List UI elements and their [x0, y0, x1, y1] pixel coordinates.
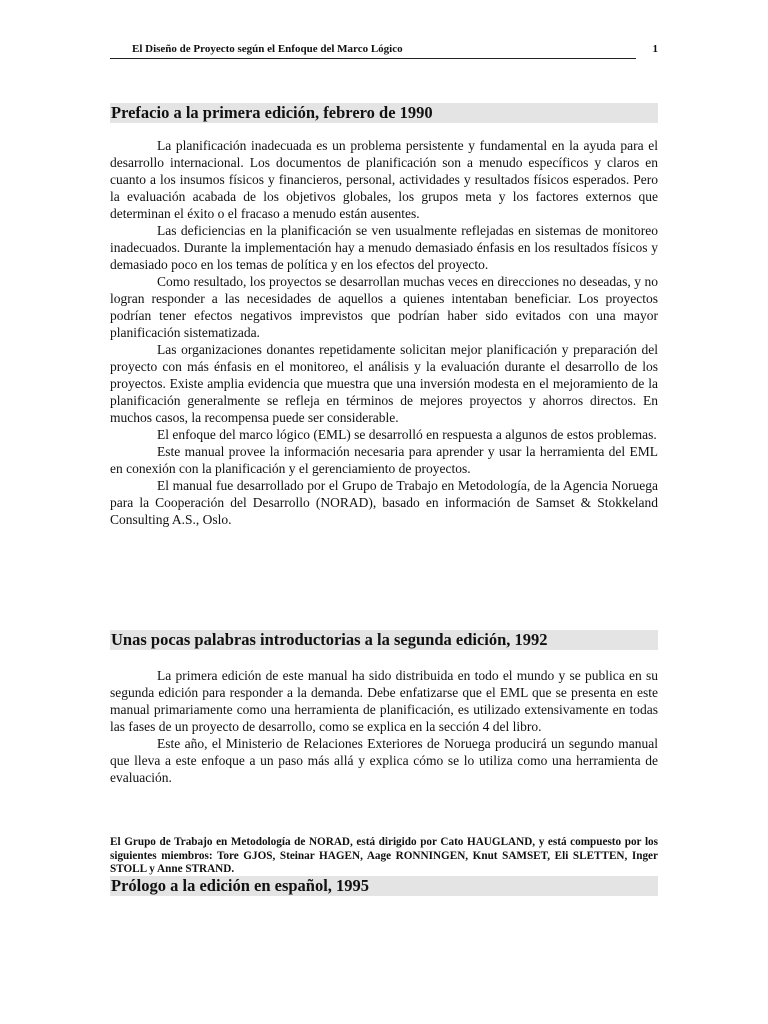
section-body-preface-first-edition	[110, 137, 658, 528]
section-heading-second-edition: Unas pocas palabras introductorias a la segunda edición, 1992	[110, 630, 658, 650]
paragraph: Este manual provee la información necesaria para aprender y usar la herramienta del EML en conexión con la planificación y el gerenciamiento de proyectos.	[110, 444, 658, 476]
paragraph: Las organizaciones donantes repetidamente solicitan mejor planificación y preparación del proyecto con más énfasis en el monitoreo, el análisis y la evaluación durante el desarrollo de los proyectos. Existe amplia evidencia que muestra que una inversión modesta en el mejoramiento de la planificación generalmente se refleja en términos de mejores proyectos y ahorros directos. En muchos casos, la recompensa puede ser considerable.	[110, 342, 658, 425]
paragraph: Como resultado, los proyectos se desarrollan muchas veces en direcciones no deseadas, y no logran responder a las necesidades de aquellos a quienes intentaban beneficiar. Los proyectos podrían tener efectos negativos imprevistos que podrían haber sido evitados con una mayor planificación sistematizada.	[110, 274, 658, 340]
paragraph: El enfoque del marco lógico (EML) se desarrolló en respuesta a algunos de estos problemas.	[157, 427, 657, 442]
header-rule	[110, 58, 636, 59]
paragraph: La primera edición de este manual ha sido distribuida en todo el mundo y se publica en su segunda edición para responder a la demanda. Debe enfatizarse que el EML que se presenta en este manual primariamente como una herramienta de planificación, es utilizado extensivamente en todas las fases de un proyecto de desarrollo, como se explica en la sección 4 del libro.	[110, 668, 658, 734]
section-heading-spanish-edition: Prólogo a la edición en español, 1995	[110, 876, 658, 896]
paragraph: El manual fue desarrollado por el Grupo de Trabajo en Metodología, de la Agencia Noruega para la Cooperación del Desarrollo (NORAD), basado en información de Samset & Stokkeland Consulting A.S., Oslo.	[110, 478, 658, 527]
running-header	[110, 43, 658, 59]
section-heading-preface-first-edition: Prefacio a la primera edición, febrero de 1990	[110, 103, 658, 123]
section-body-second-edition	[110, 667, 658, 786]
paragraph: Las deficiencias en la planificación se ven usualmente reflejadas en sistemas de monitoreo inadecuados. Durante la implementación hay a menudo demasiado énfasis en los resultados físicos y demasiado poco en los temas de política y en los efectos del proyecto.	[110, 223, 658, 272]
running-title: El Diseño de Proyecto según el Enfoque del Marco Lógico	[132, 43, 403, 55]
working-group-credits: El Grupo de Trabajo en Metodología de NORAD, está dirigido por Cato HAUGLAND, y está compuesto por los siguientes miembros: Tore GJOS, Steinar HAGEN, Aage RONNINGEN, Knut SAMSET, Eli SLETTEN, Inger STOLL y Anne STRAND.	[110, 836, 658, 875]
paragraph: La planificación inadecuada es un problema persistente y fundamental en la ayuda para el desarrollo internacional. Los documentos de planificación son a menudo específicos y claros en cuanto a los insumos físicos y financieros, personal, actividades y resultados físicos esperados. Pero la evaluación acabada de los objetivos globales, los grupos meta y los factores externos que determinan el éxito o el fracaso a menudo están ausentes.	[110, 138, 658, 221]
page-number: 1	[652, 43, 658, 55]
paragraph: Este año, el Ministerio de Relaciones Exteriores de Noruega producirá un segundo manual que lleva a este enfoque a un paso más allá y explica cómo se lo utiliza como una herramienta de evaluación.	[110, 736, 658, 785]
